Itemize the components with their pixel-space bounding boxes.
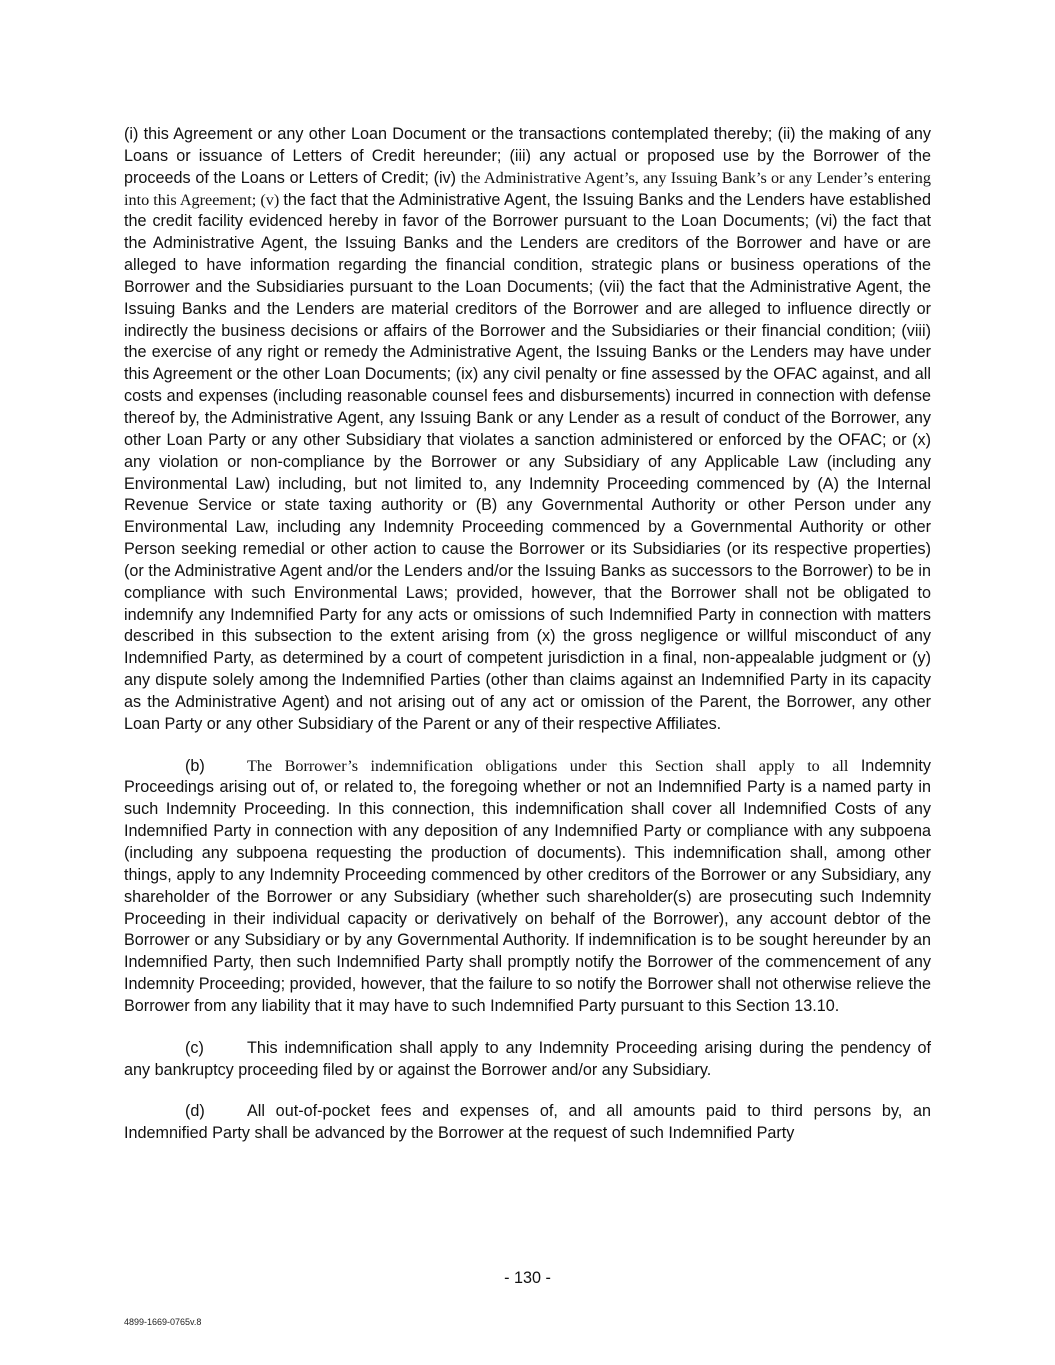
paragraph-c-label: (c) <box>185 1038 204 1057</box>
paragraph-a-part3: the fact that the Administrative Agent, the Issuing Banks and the Lenders have established the credit facility evidenced hereby in favor of the Borrower pursuant to the Loan Documents; (vi) the fact that the Administrative Agent, the Issuing Banks and the Lenders are creditors of the Borrower and have or are alleged to have information regarding the financial condition, strategic plans or business operations of the Borrower and the Subsidiaries pursuant to the Loan Documents; (vii) the fact that the Administrative Agent, the Issuing Banks and the Lenders are material creditors of the Borrower and are alleged to influence directly or indirectly the business decisions or affairs of the Borrower and the Subsidiaries or their financial condition; (viii) the exercise of any right or remedy the Administrative Agent, the Issuing Banks or the Lenders may have under this Agreement or the other Loan Documents; (ix) any civil penalty or fine assessed by the OFAC against, and all costs and expenses (including reasonable counsel fees and disbursements) incurred in connection with defense thereof by, the Administrative Agent, any Issuing Bank or any Lender as a result of conduct of the Borrower, any other Loan Party or any other Subsidiary that violates a sanction administered or enforced by the OFAC; or (x) any violation or non-compliance by the Borrower or any Subsidiary of any Applicable Law (including any Environmental Law) including, but not limited to, any Indemnity Proceeding commenced by (A) the Internal Revenue Service or state taxing authority or (B) any Governmental Authority or other Person under any Environmental Law, including any Indemnity Proceeding commenced by a Governmental Authority or other Person seeking remedial or other action to cause the Borrower or its Subsidiaries (or its respective properties) (or the Administrative Agent and/or the Lenders and/or the Issuing Banks as successors to the Borrower) to be in compliance with such Environmental Laws; provided, however, that the Borrower shall not be obligated to indemnify any Indemnified Party for any acts or omissions of such Indemnified Party in connection with matters described in this subsection to the extent arising from (x) the gross negligence or willful misconduct of any Indemnified Party, as determined by a court of competent jurisdiction in a final, non-appealable judgment or (y) any dispute solely among the Indemnified Parties (other than claims against an Indemnified Party in its capacity as the Administrative Agent) and not arising out of any act or omission of the Parent, the Borrower, any other Loan Party or any other Subsidiary of the Parent or any of their respective Affiliates. <box>124 190 931 733</box>
paragraph-a-part1: (i) this Agreement or any other Loan Document or the transactions contemplated thereby; (ii) the making of any Loans or issuance of Letters of Credit hereunder; (iii) any actual or proposed use by the Borrower of the proceeds of the Loans or Letters of Credit; (iv) <box>124 125 931 187</box>
paragraph-a <box>124 124 931 736</box>
paragraph-d-text: All out-of-pocket fees and expenses of, and all amounts paid to third persons by, an Indemnified Party shall be advanced by the Borrower at the request of such Indemnified Party <box>124 1102 931 1143</box>
page-number: - 130 - <box>504 1269 551 1287</box>
paragraph-b-part2: Indemnity Proceedings arising out of, or related to, the foregoing whether or not an Indemnified Party is a named party in such Indemnity Proceeding. In this connection, this indemnification shall cover all Indemnified Costs of any Indemnified Party in connection with any deposition of any Indemnified Party or compliance with any subpoena (including any subpoena requesting the production of documents). This indemnification shall, among other things, apply to any Indemnity Proceeding commenced by other creditors of the Borrower or any Subsidiary, any shareholder of the Borrower or any Subsidiary (whether such shareholder(s) are prosecuting such Indemnity Proceeding in their individual capacity or derivatively on behalf of the Borrower), any account debtor of the Borrower or any Subsidiary or by any Governmental Authority. If indemnification is to be sought hereunder by an Indemnified Party, then such Indemnified Party shall promptly notify the Borrower of the commencement of any Indemnity Proceeding; provided, however, that the failure to so notify the Borrower shall not otherwise relieve the Borrower from any liability that it may have to such Indemnified Party pursuant to this Section 13.10. <box>124 756 931 1015</box>
paragraph-b <box>124 756 931 1018</box>
paragraph-a-part2: the Administrative Agent’s, any Issuing Bank’s or any Lender’s entering into this Agreement; (v) <box>124 168 931 209</box>
paragraph-b-part1: The Borrower’s indemnification obligations under this Section shall apply to all <box>247 756 861 775</box>
document-id: 4899-1669-0765v.8 <box>124 1317 202 1327</box>
paragraph-d <box>124 1101 931 1145</box>
paragraph-c <box>124 1038 931 1082</box>
paragraph-d-label: (d) <box>185 1102 205 1121</box>
paragraph-c-text: This indemnification shall apply to any Indemnity Proceeding arising during the pendency of any bankruptcy proceeding filed by or against the Borrower and/or any Subsidiary. <box>124 1038 931 1079</box>
paragraph-b-label: (b) <box>185 756 205 775</box>
document-page <box>124 124 931 1145</box>
